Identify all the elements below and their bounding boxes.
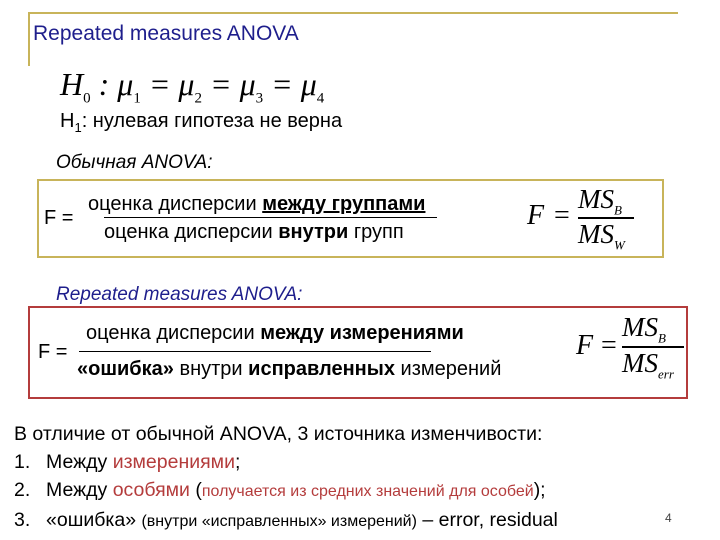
- list-item-note: (внутри «исправленных» измерений): [141, 513, 417, 530]
- list-item-post: (: [189, 479, 202, 501]
- regular-anova-label: Обычная ANOVA:: [56, 152, 213, 173]
- eq-2: =: [201, 66, 240, 102]
- mu-3: μ: [239, 66, 256, 102]
- h0-subscript: 0: [83, 90, 91, 107]
- repeated-num-bold: между измерениями: [260, 322, 464, 344]
- regular-den-suffix: групп: [348, 221, 404, 243]
- regular-anova-box: [37, 179, 664, 258]
- regular-f-label: F =: [44, 207, 74, 229]
- mu-4: μ: [300, 66, 317, 102]
- list-item-post: ;: [234, 451, 241, 473]
- repeated-den-mid: внутри: [173, 358, 249, 380]
- list-item: [14, 448, 558, 476]
- list-item-number: 3.: [14, 509, 31, 531]
- repeated-numerator: [86, 322, 464, 345]
- h1-subscript: 1: [74, 120, 82, 135]
- slide-title: Repeated measures ANOVA: [33, 22, 299, 45]
- repeated-ms-num: MS: [622, 312, 658, 342]
- list-item-tail: – error, residual: [416, 509, 558, 531]
- mu-2: μ: [178, 66, 195, 102]
- regular-ms-den-sub: W: [614, 237, 625, 253]
- list-item-highlight: измерениями: [112, 451, 235, 473]
- repeated-formula-eq: =: [601, 330, 617, 361]
- repeated-f-label: F =: [38, 341, 68, 363]
- regular-ms-num-sub: B: [614, 202, 622, 218]
- regular-numerator: [88, 193, 425, 216]
- regular-formula-den: [578, 219, 625, 253]
- list-item: [14, 476, 558, 506]
- regular-formula-eq: =: [554, 200, 570, 231]
- regular-ms-den: MS: [578, 219, 614, 249]
- alternative-hypothesis: [60, 110, 342, 135]
- mu-3-sub: 3: [255, 90, 264, 107]
- repeated-formula-den: [622, 348, 674, 382]
- repeated-ms-den-sub: err: [658, 366, 674, 382]
- h0-colon: :: [90, 66, 118, 102]
- repeated-anova-label: Repeated measures ANOVA:: [56, 284, 303, 305]
- repeated-den-suffix: измерений: [394, 358, 502, 380]
- repeated-den-bold-1: «ошибка»: [77, 358, 174, 380]
- mu-2-sub: 2: [194, 90, 202, 107]
- title-frame-vertical: [28, 12, 30, 66]
- list-item-note: получается из средних значений для особей: [201, 483, 534, 500]
- variability-sources-list: [14, 420, 558, 536]
- regular-denominator: [104, 221, 404, 244]
- repeated-ms-den: MS: [622, 348, 658, 378]
- regular-den-bold: внутри: [278, 221, 349, 243]
- title-frame-horizontal: [28, 12, 678, 14]
- list-item-pre: Между: [46, 479, 113, 501]
- repeated-fraction-line: [79, 351, 431, 352]
- list-item-pre: Между: [46, 451, 113, 473]
- repeated-den-bold-2: исправленных: [248, 358, 395, 380]
- regular-den-prefix: оценка дисперсии: [104, 221, 279, 243]
- eq-1: =: [140, 66, 179, 102]
- page-number: 4: [665, 511, 672, 525]
- mu-1: μ: [117, 66, 134, 102]
- regular-ms-num: MS: [578, 184, 614, 214]
- repeated-num-prefix: оценка дисперсии: [86, 322, 261, 344]
- list-item: [14, 506, 558, 536]
- h1-text: : нулевая гипотеза не верна: [81, 110, 343, 132]
- repeated-formula-num: [622, 312, 666, 346]
- regular-num-bold: между группами: [262, 193, 426, 215]
- regular-fraction-line: [104, 217, 437, 218]
- null-hypothesis-formula: [60, 66, 324, 107]
- list-item-number: 2.: [14, 479, 31, 501]
- mu-1-sub: 1: [133, 90, 141, 107]
- repeated-formula-F: F: [576, 330, 594, 361]
- repeated-ms-num-sub: B: [658, 330, 666, 346]
- h0-symbol: H: [60, 66, 84, 102]
- repeated-denominator: [77, 358, 501, 381]
- mu-4-sub: 4: [316, 90, 325, 107]
- list-item-highlight: особями: [112, 479, 190, 501]
- h1-symbol: H: [60, 110, 75, 132]
- regular-formula-F: F: [527, 200, 545, 231]
- regular-formula-num: [578, 184, 622, 218]
- eq-3: =: [263, 66, 301, 102]
- list-item-pre: «ошибка»: [46, 509, 142, 531]
- list-item-tail: );: [533, 479, 546, 501]
- regular-num-prefix: оценка дисперсии: [88, 193, 263, 215]
- list-item-number: 1.: [14, 451, 31, 473]
- list-intro: В отличие от обычной ANOVA, 3 источника изменчивости:: [14, 423, 543, 445]
